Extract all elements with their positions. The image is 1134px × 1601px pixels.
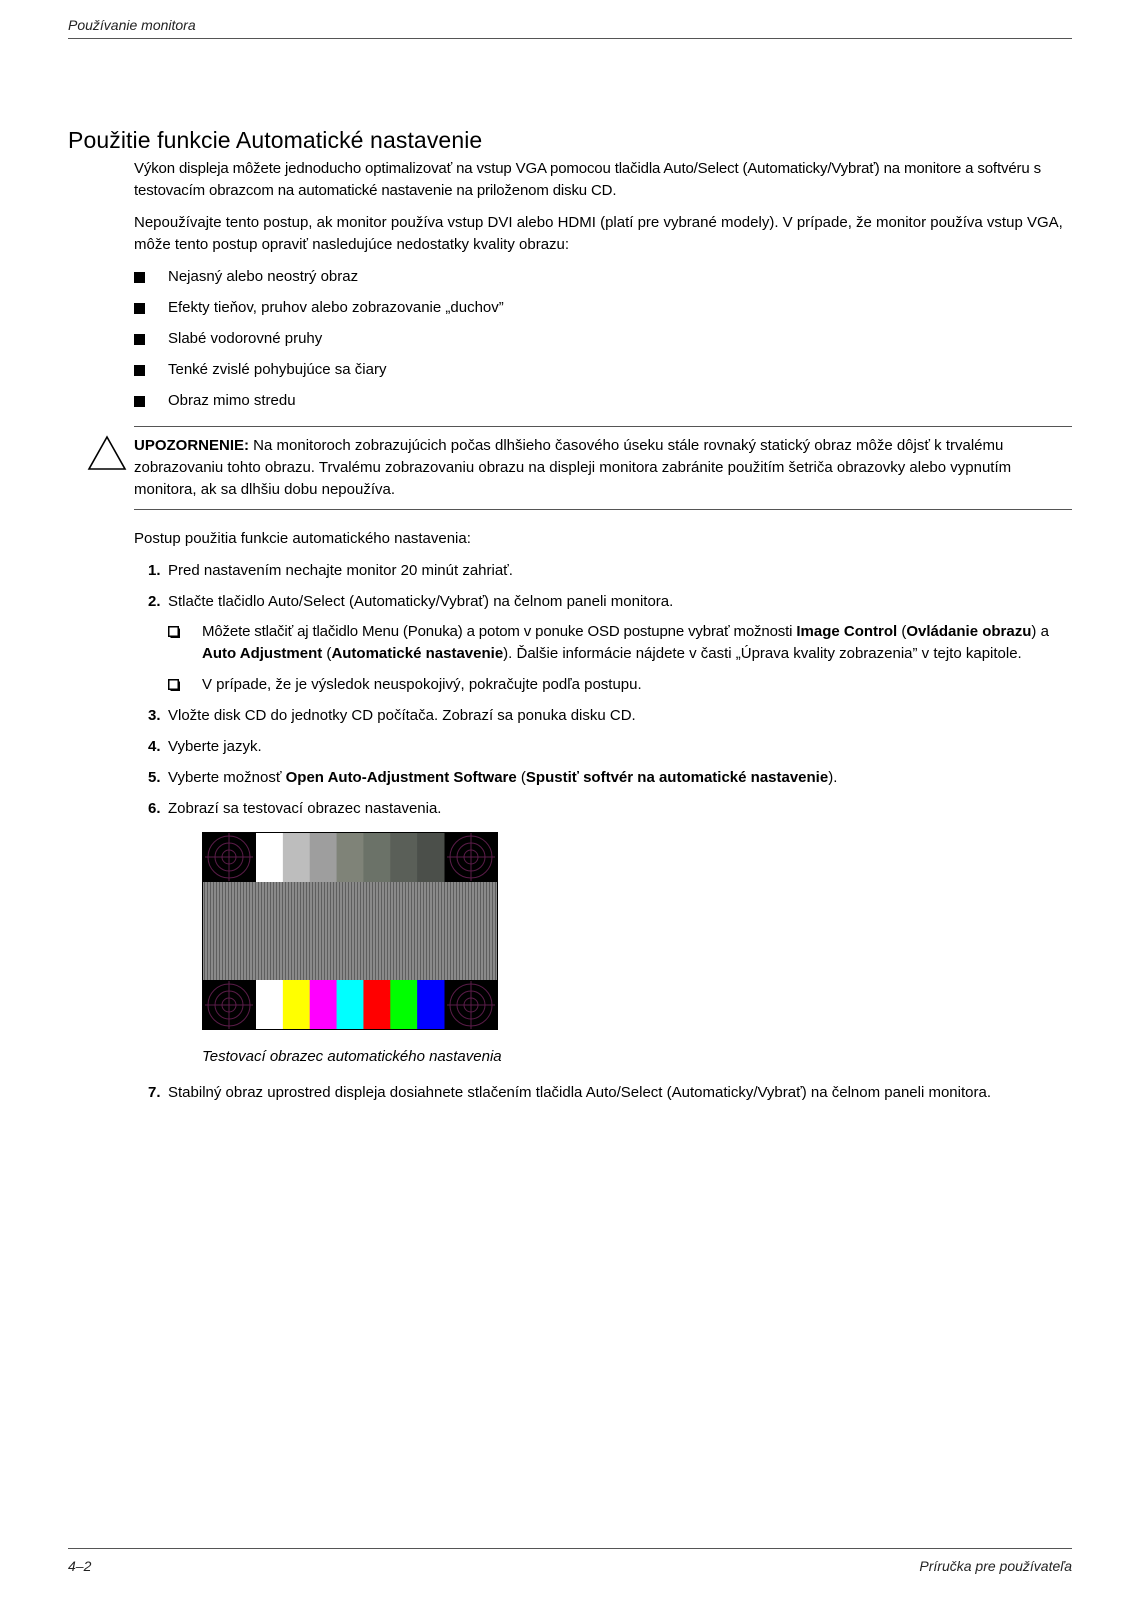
stripe-line — [459, 882, 460, 980]
stripe-line — [285, 882, 286, 980]
gray-bar — [417, 832, 444, 882]
stripe-line — [327, 882, 328, 980]
stripe-line — [231, 882, 232, 980]
stripe-line — [357, 882, 358, 980]
stripe-line — [462, 882, 463, 980]
stripe-line — [405, 882, 406, 980]
stripe-line — [369, 882, 370, 980]
header-rule — [68, 38, 1072, 39]
footer-title: Príručka pre používateľa — [919, 1558, 1072, 1574]
step-item: 7. Stabilný obraz uprostred displeja dosiahnete stlačením tlačidla Auto/Select (Automaticky/Vybrať) na čelnom paneli monitora. — [148, 1084, 992, 1101]
step-item: 2. Stlačte tlačidlo Auto/Select (Automaticky/Vybrať) na čelnom paneli monitora. Môžete stlačiť aj tlačidlo Menu (Ponuka) a potom v ponuke OSD postupne vybrať možnosti Image Control (Ovládanie obrazu) a Auto Adjustment (Automatické nastavenie). Ďalšie informácie nájdete v časti „Úprava kvality zobrazenia” v tejto kapitole. V prípade, že je výsledok neuspokojivý, pokračujte podľa postupu. — [134, 591, 1072, 696]
stripe-line — [366, 882, 367, 980]
stripe-line — [447, 882, 448, 980]
list-item: Tenké zvislé pohybujúce sa čiary — [134, 359, 1072, 381]
stripe-line — [222, 882, 223, 980]
color-bar — [363, 980, 390, 1030]
stripe-line — [363, 882, 364, 980]
stripe-line — [324, 882, 325, 980]
stripe-line — [354, 882, 355, 980]
warning-triangle-icon — [87, 435, 127, 471]
stripe-line — [420, 882, 421, 980]
stripe-line — [273, 882, 274, 980]
stripe-line — [210, 882, 211, 980]
step-item: 3. Vložte disk CD do jednotky CD počítača. Zobrazí sa ponuka disku CD. — [148, 707, 636, 724]
stripe-line — [423, 882, 424, 980]
checkbox-bullet-icon — [168, 679, 180, 691]
stripe-line — [360, 882, 361, 980]
stripe-line — [474, 882, 475, 980]
stripe-line — [258, 882, 259, 980]
color-bar — [337, 980, 364, 1030]
stripe-line — [492, 882, 493, 980]
stripe-line — [378, 882, 379, 980]
bullet-square-icon — [134, 334, 145, 345]
stripe-line — [213, 882, 214, 980]
stripe-line — [414, 882, 415, 980]
caution-text: Na monitoroch zobrazujúcich počas dlhšieho časového úseku stále rovnaký statický obraz môže dôjsť k trvalému zobrazovaniu tohto obrazu. Trvalému zobrazovaniu obrazu na displeji monitora zabránite použitím šetriča obrazovky alebo vypnutím monitora, ak sa dlhšiu dobu nepoužíva. — [134, 437, 1012, 498]
stripe-line — [396, 882, 397, 980]
symptom-list — [134, 266, 1072, 412]
stripe-line — [438, 882, 439, 980]
stripe-line — [342, 882, 343, 980]
running-header: Používanie monitora — [68, 17, 196, 33]
stripe-line — [306, 882, 307, 980]
gray-bar — [283, 832, 310, 882]
stripe-line — [282, 882, 283, 980]
substep-item: Môžete stlačiť aj tlačidlo Menu (Ponuka) a potom v ponuke OSD postupne vybrať možnosti Image Control (Ovládanie obrazu) a Auto Adjustment (Automatické nastavenie). Ďalšie informácie nájdete v časti „Úprava kvality zobrazenia” v tejto kapitole. — [168, 621, 1072, 665]
color-bar — [390, 980, 417, 1030]
stripe-line — [240, 882, 241, 980]
stripe-line — [489, 882, 490, 980]
procedure-steps — [134, 560, 1072, 1104]
checkbox-bullet-icon — [168, 626, 180, 638]
stripe-line — [318, 882, 319, 980]
stripe-line — [339, 882, 340, 980]
step-item: 4. Vyberte jazyk. — [148, 738, 262, 755]
stripe-line — [426, 882, 427, 980]
stripe-line — [441, 882, 442, 980]
stripe-line — [243, 882, 244, 980]
footer-rule — [68, 1548, 1072, 1549]
stripe-line — [291, 882, 292, 980]
stripe-line — [321, 882, 322, 980]
stripe-line — [309, 882, 310, 980]
stripe-line — [387, 882, 388, 980]
color-bar — [256, 980, 283, 1030]
caution-box — [134, 426, 1072, 510]
test-pattern-image — [202, 832, 498, 1030]
caution-label: UPOZORNENIE: — [134, 437, 250, 454]
stripe-line — [246, 882, 247, 980]
stripe-line — [432, 882, 433, 980]
list-item: Nejasný alebo neostrý obraz — [134, 266, 1072, 288]
bullet-square-icon — [134, 365, 145, 376]
stripe-line — [225, 882, 226, 980]
color-bar — [310, 980, 337, 1030]
stripe-line — [261, 882, 262, 980]
stripe-line — [486, 882, 487, 980]
gray-bar — [390, 832, 417, 882]
stripe-line — [330, 882, 331, 980]
stripe-line — [294, 882, 295, 980]
procedure-intro: Postup použitia funkcie automatického nastavenia: — [134, 530, 471, 547]
gray-bar — [310, 832, 337, 882]
stripe-line — [465, 882, 466, 980]
stripe-line — [495, 882, 496, 980]
stripe-line — [333, 882, 334, 980]
stripe-line — [297, 882, 298, 980]
bullet-square-icon — [134, 396, 145, 407]
stripe-line — [249, 882, 250, 980]
stripe-line — [252, 882, 253, 980]
stripe-line — [444, 882, 445, 980]
stripe-line — [288, 882, 289, 980]
stripe-band — [203, 882, 497, 980]
stripe-line — [270, 882, 271, 980]
stripe-line — [456, 882, 457, 980]
stripe-line — [384, 882, 385, 980]
stripe-line — [435, 882, 436, 980]
stripe-line — [411, 882, 412, 980]
stripe-line — [351, 882, 352, 980]
list-item: Slabé vodorovné pruhy — [134, 328, 1072, 350]
stripe-line — [279, 882, 280, 980]
substep-item: V prípade, že je výsledok neuspokojivý, pokračujte podľa postupu. — [168, 674, 1072, 696]
stripe-line — [381, 882, 382, 980]
bullet-square-icon — [134, 272, 145, 283]
stripe-line — [393, 882, 394, 980]
stripe-line — [276, 882, 277, 980]
gray-bar — [256, 832, 283, 882]
stripe-line — [453, 882, 454, 980]
stripe-line — [336, 882, 337, 980]
stripe-line — [204, 882, 205, 980]
section-content — [134, 158, 1072, 1113]
stripe-line — [219, 882, 220, 980]
stripe-line — [228, 882, 229, 980]
stripe-line — [477, 882, 478, 980]
stripe-line — [237, 882, 238, 980]
step-item: 5. Vyberte možnosť Open Auto-Adjustment Software (Spustiť softvér na automatické nastavenie). — [148, 769, 838, 786]
stripe-line — [216, 882, 217, 980]
stripe-line — [372, 882, 373, 980]
dvi-note-paragraph: Nepoužívajte tento postup, ak monitor používa vstup DVI alebo HDMI (platí pre vybrané modely). V prípade, že monitor používa vstup VGA, môže tento postup opraviť nasledujúce nedostatky kvality obrazu: — [134, 214, 1063, 253]
stripe-line — [375, 882, 376, 980]
stripe-line — [300, 882, 301, 980]
stripe-line — [399, 882, 400, 980]
gray-bar — [363, 832, 390, 882]
stripe-line — [468, 882, 469, 980]
list-item: Obraz mimo stredu — [134, 390, 1072, 412]
stripe-line — [267, 882, 268, 980]
list-item: Efekty tieňov, pruhov alebo zobrazovanie „duchov” — [134, 297, 1072, 319]
stripe-line — [312, 882, 313, 980]
stripe-line — [483, 882, 484, 980]
step-item: 1. Pred nastavením nechajte monitor 20 minút zahriať. — [148, 562, 513, 579]
section-title: Použitie funkcie Automatické nastavenie — [68, 127, 483, 153]
stripe-line — [345, 882, 346, 980]
stripe-line — [429, 882, 430, 980]
color-bar — [283, 980, 310, 1030]
intro-paragraph: Výkon displeja môžete jednoducho optimalizovať na vstup VGA pomocou tlačidla Auto/Select (Automaticky/Vybrať) na monitore a softvéru s testovacím obrazcom na automatické nastavenie na priloženom disku CD. — [134, 160, 1041, 199]
stripe-line — [303, 882, 304, 980]
stripe-line — [315, 882, 316, 980]
color-bar — [417, 980, 444, 1030]
test-pattern-figure — [202, 832, 1072, 1030]
stripe-line — [471, 882, 472, 980]
bullet-square-icon — [134, 303, 145, 314]
stripe-line — [450, 882, 451, 980]
page-number: 4–2 — [68, 1558, 92, 1574]
stripe-line — [264, 882, 265, 980]
stripe-line — [417, 882, 418, 980]
stripe-line — [234, 882, 235, 980]
substep-list — [168, 621, 1072, 696]
stripe-line — [402, 882, 403, 980]
stripe-line — [348, 882, 349, 980]
stripe-line — [480, 882, 481, 980]
stripe-line — [408, 882, 409, 980]
gray-bar — [337, 832, 364, 882]
step-item: 6. Zobrazí sa testovací obrazec nastavenia. Testovací obrazec automatického nastavenia — [134, 798, 1072, 1068]
stripe-line — [255, 882, 256, 980]
figure-caption: Testovací obrazec automatického nastavenia — [202, 1048, 502, 1065]
stripe-line — [390, 882, 391, 980]
stripe-line — [207, 882, 208, 980]
